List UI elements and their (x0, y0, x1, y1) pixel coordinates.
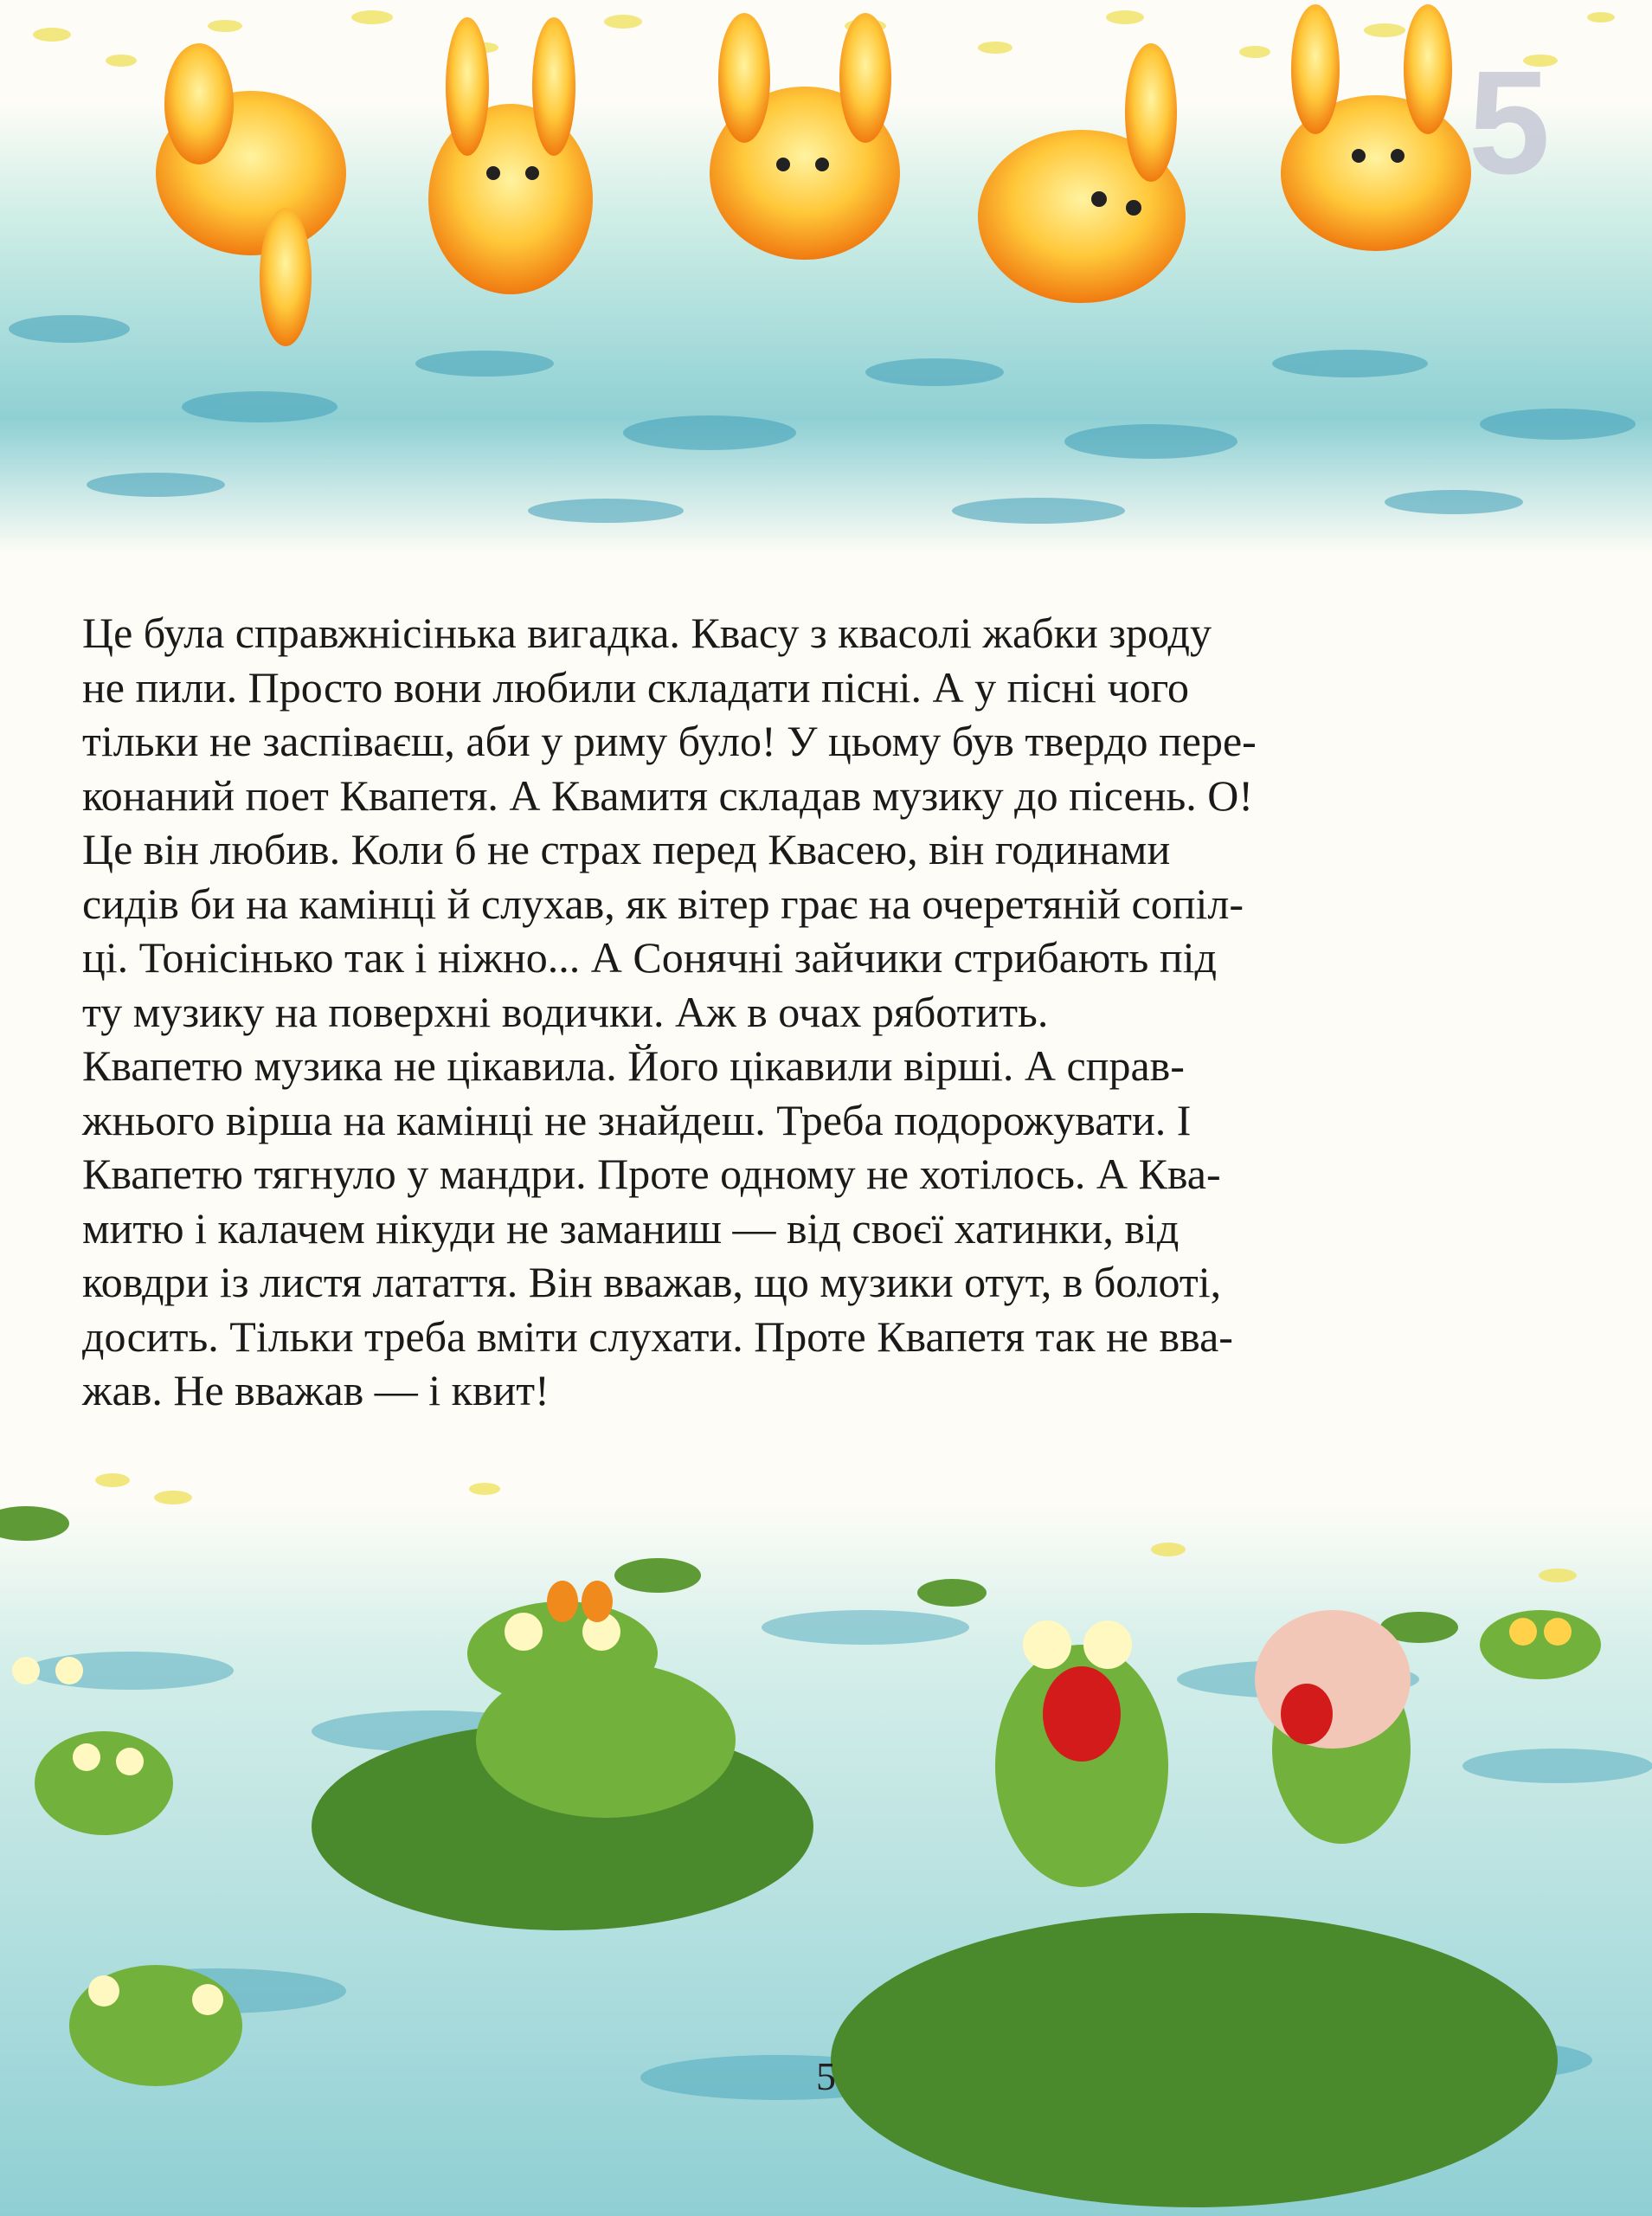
bottom-illustration-frogs (0, 1454, 1652, 2216)
watermark-logo (1444, 43, 1574, 208)
bunny-4 (978, 43, 1186, 303)
story-text (82, 606, 1510, 1418)
frog-peeking-right (1480, 1610, 1601, 1679)
top-illustration-sunny-bunnies (0, 0, 1652, 571)
watermark-text: 5 (1468, 43, 1551, 205)
bunny-3 (710, 13, 900, 260)
page-number: 5 (816, 2054, 836, 2098)
bunny-5 (1281, 4, 1471, 251)
frog-left-middle (35, 1731, 173, 1835)
paragraph-1: Це була справжнісінька вигадка. Квасу з квасолі жабки зроду не пили. Просто вони любили складати пісні. А у пісні чого тільки не заспіваєш, аби у риму було! У цьому був твердо пере- конаний поет Квапетя. А Квамитя складав музику до пісень. О! Це він любив. Коли б не страх перед Квасею, він годинами сидів би на камінці й слухав, як вітер грає на очеретяній сопіл- ці. Тонісінько так і ніжно... А Сонячні зайчики стрибають під ту музику на поверхні водички. Аж в очах ряботить. (82, 609, 1257, 1036)
bunny-2 (428, 17, 593, 294)
yellow-light-dots (33, 10, 1615, 67)
paragraph-2: Квапетю музика не цікавила. Його цікавили вірші. А справ- жнього вірша на камінці не знайдеш. Треба подорожувати. І Квапетю тягнуло у мандри. Проте одному не хотілось. А Ква- митю і калачем нікуди не заманиш — від своєї хатинки, від ковдри із листя латаття. Він вважав, що музики отут, в болоті, досить. Тільки треба вміти слухати. Проте Квапетя так не вва- жав. Не вважав — і квит! (82, 1041, 1233, 1414)
